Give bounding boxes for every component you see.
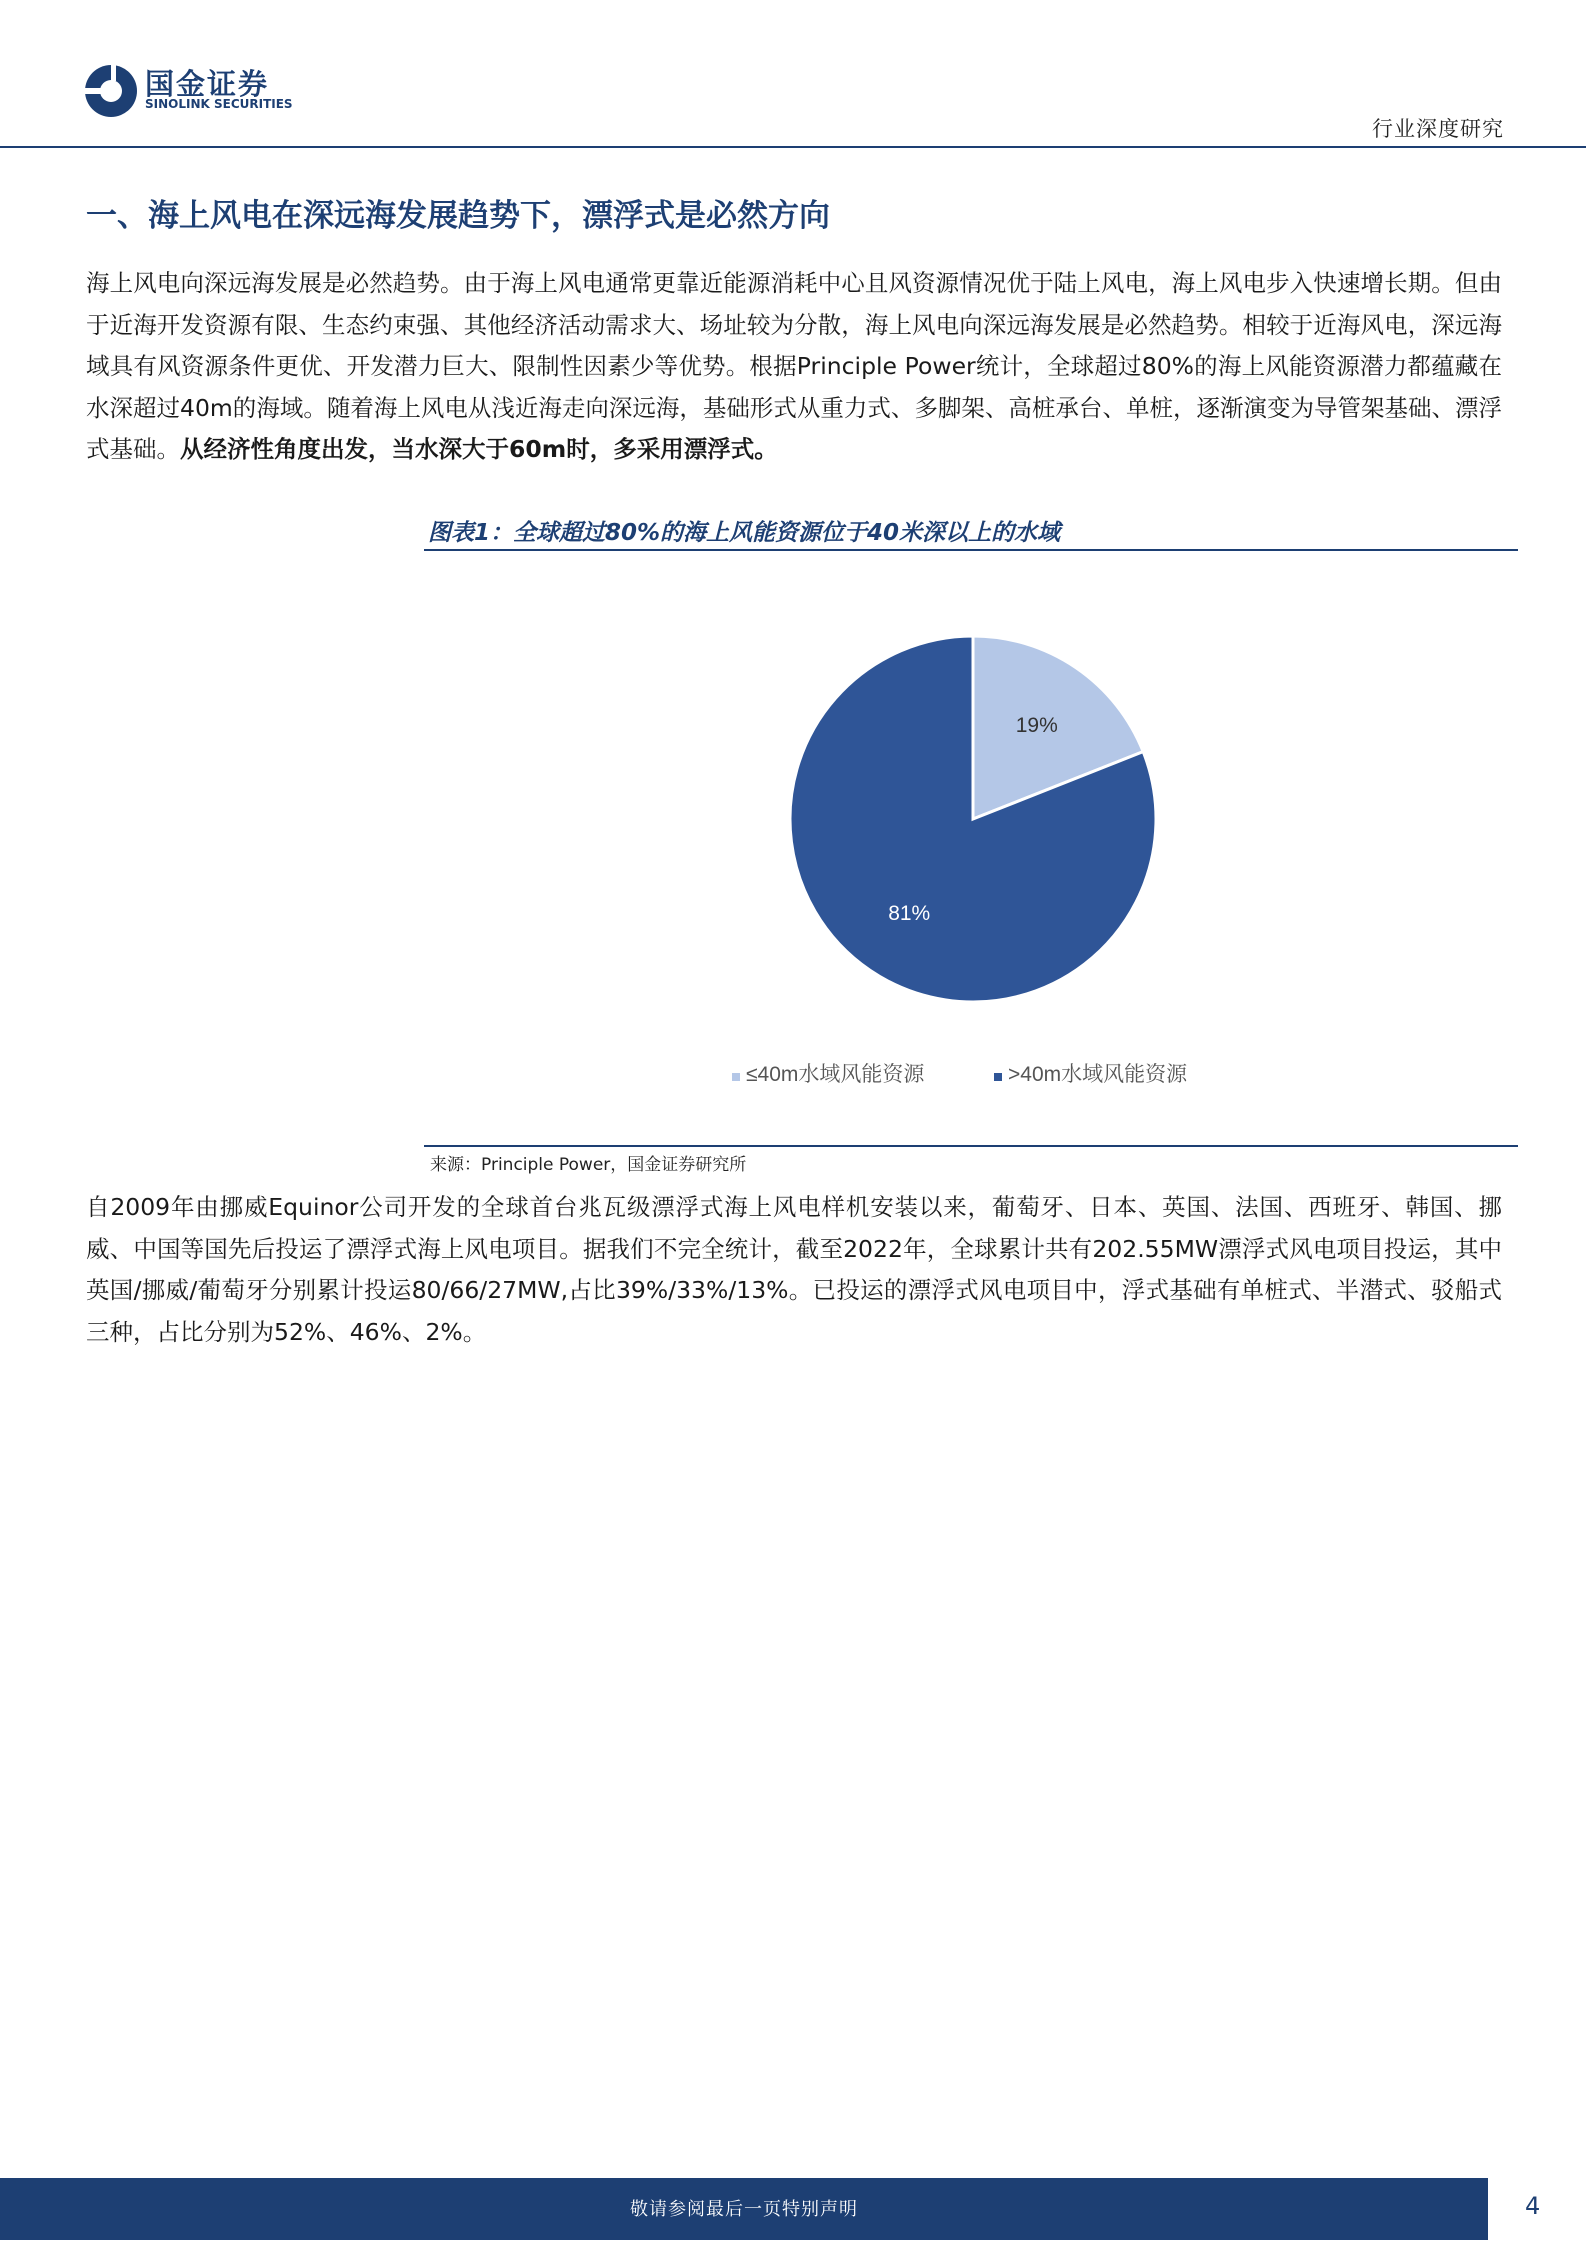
document-type: 行业深度研究: [1372, 117, 1504, 141]
figure-title: 图表1：全球超过80%的海上风能资源位于40米深以上的水域: [428, 520, 1061, 546]
page-number: 4: [1525, 2192, 1541, 2220]
pie-data-label-2: 81%: [888, 901, 931, 925]
paragraph-2: 自2009年由挪威Equinor公司开发的全球首台兆瓦级漂浮式海上风电样机安装以来，葡萄牙、日本、英国、法国、西班牙、韩国、挪威、中国等国先后投运了漂浮式海上风电项目。据我们不完全统计，截至2022年，全球累计共有202.55MW漂浮式风电项目投运，其中英国/挪威/葡萄牙分别累计投运80/66/27MW,占比39%/33%/13%。已投运的漂浮式风电项目中，浮式基础有单桩式、半潜式、驳船式三种，占比分别为52%、46%、2%。: [86, 1193, 1502, 1346]
page-header: [0, 0, 1586, 150]
legend-label-1: ≤40m水域风能资源: [746, 1063, 925, 1086]
figure-bottom-rule: [424, 1145, 1518, 1147]
legend-swatch-1: [732, 1073, 740, 1081]
section-title: 一、海上风电在深远海发展趋势下，漂浮式是必然方向: [86, 198, 830, 234]
figure-source: 来源：Principle Power，国金证券研究所: [430, 1155, 747, 1175]
footer-notice: 敬请参阅最后一页特别声明: [630, 2199, 858, 2220]
logo-chinese-name: 国金证券: [145, 67, 270, 101]
paragraph-1-emphasis: 从经济性角度出发，当水深大于60m时，多采用漂浮式。: [180, 435, 778, 463]
legend-label-2: >40m水域风能资源: [1008, 1063, 1188, 1086]
legend-swatch-2: [994, 1073, 1002, 1081]
pie-chart: [424, 551, 1518, 1145]
header-divider: [0, 146, 1586, 148]
pie-data-label-1: 19%: [1015, 714, 1058, 738]
logo-english-name: SINOLINK SECURITIES: [145, 97, 293, 111]
paragraph-1-text: 海上风电向深远海发展是必然趋势。由于海上风电通常更靠近能源消耗中心且风资源情况优于陆上风电，海上风电步入快速增长期。但由于近海开发资源有限、生态约束强、其他经济活动需求大、场址较为分散，海上风电向深远海发展是必然趋势。相较于近海风电，深远海域具有风资源条件更优、开发潜力巨大、限制性因素少等优势。根据Principle Power统计，全球超过80%的海上风能资源潜力都蕴藏在水深超过40m的海域。随着海上风电从浅近海走向深远海，基础形式从重力式、多脚架、高桩承台、单桩，逐渐演变为导管架基础、漂浮式基础。: [86, 269, 1502, 463]
paragraph-1: [86, 263, 1502, 471]
sinolink-logo-icon: [84, 64, 138, 118]
